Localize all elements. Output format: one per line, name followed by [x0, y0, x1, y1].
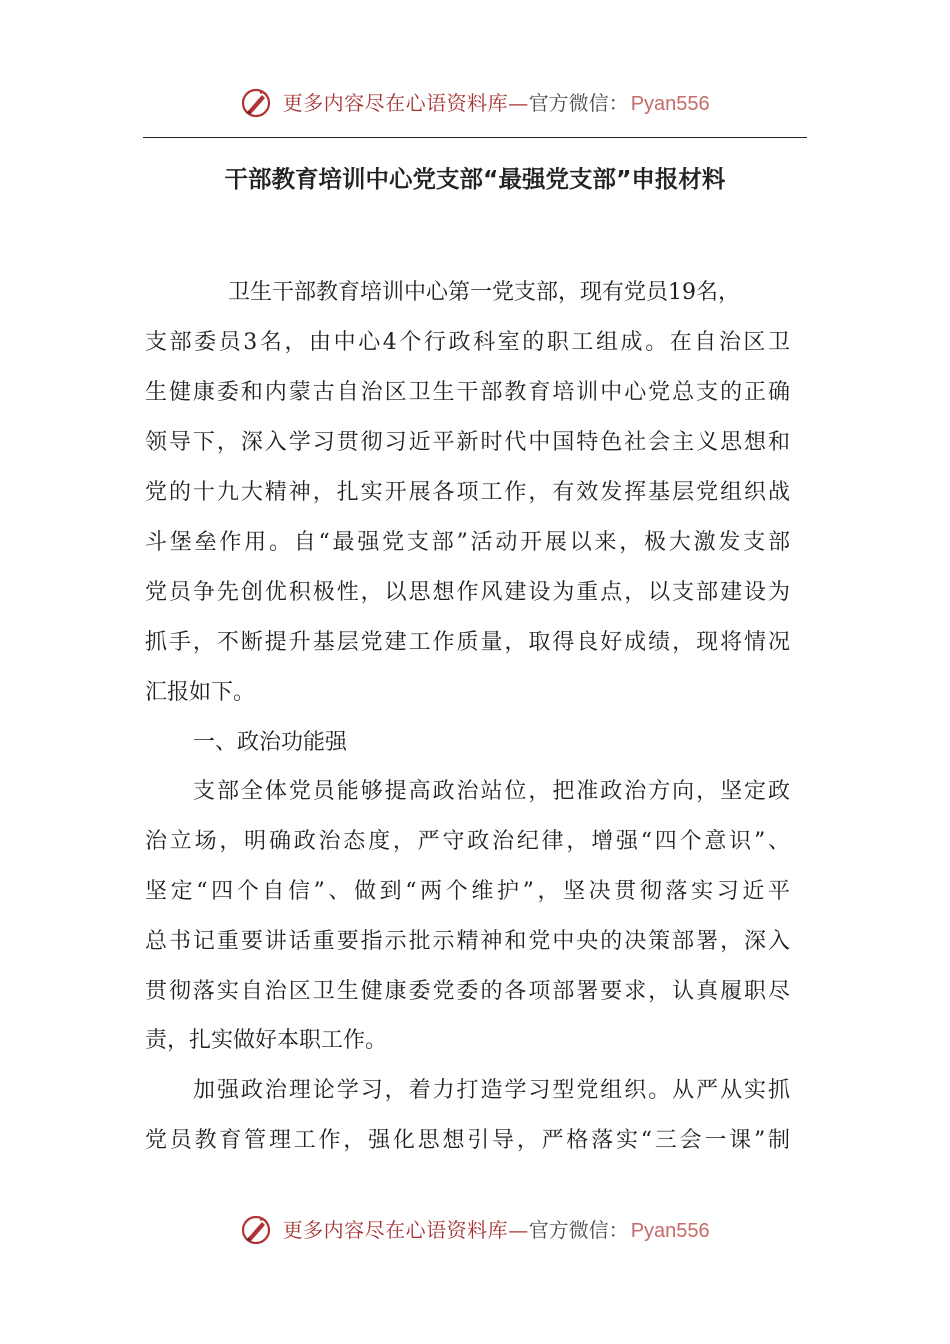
pen-logo-icon	[240, 1214, 272, 1246]
body-line: 治立场，明确政治态度，严守政治纪律，增强“四个意识”、	[145, 829, 790, 854]
body-line: 生健康委和内蒙古自治区卫生干部教育培训中心党总支的正确	[145, 380, 790, 405]
body-line: 责，扎实做好本职工作。	[145, 1028, 388, 1053]
body-line: 斗堡垒作用。自“最强党支部”活动开展以来，极大激发支部	[145, 530, 790, 555]
footer-banner	[0, 1210, 950, 1250]
banner-separator: —	[508, 1218, 529, 1242]
wechat-label: 官方微信：	[528, 1218, 629, 1242]
body-line: 抓手，不断提升基层党建工作质量，取得良好成绩，现将情况	[145, 630, 790, 655]
section-heading: 一、政治功能强	[193, 730, 348, 755]
header-banner	[0, 83, 950, 123]
body-line: 支部全体党员能够提高政治站位，把准政治方向，坚定政	[193, 779, 790, 804]
pen-logo-icon	[240, 87, 272, 119]
document-title: 干部教育培训中心党支部“最强党支部”申报材料	[224, 165, 726, 193]
wechat-label: 官方微信：	[528, 91, 629, 115]
wechat-id: Pyan556	[630, 1220, 710, 1242]
body-line: 汇报如下。	[145, 680, 256, 705]
wechat-id: Pyan556	[630, 93, 710, 115]
body-line: 支部委员3名，由中心4个行政科室的职工组成。在自治区卫	[145, 330, 790, 355]
body-line: 党员争先创优积极性，以思想作风建设为重点，以支部建设为	[145, 580, 790, 605]
banner-separator: —	[508, 91, 529, 115]
brand-text: 更多内容尽在心语资料库	[282, 91, 509, 115]
body-line: 领导下，深入学习贯彻习近平新时代中国特色社会主义思想和	[145, 430, 790, 455]
body-line: 加强政治理论学习，着力打造学习型党组织。从严从实抓	[193, 1078, 790, 1103]
body-line: 党的十九大精神，扎实开展各项工作，有效发挥基层党组织战	[145, 480, 790, 505]
brand-text: 更多内容尽在心语资料库	[282, 1218, 509, 1242]
body-line: 坚定“四个自信”、做到“两个维护”，坚决贯彻落实习近平	[145, 879, 790, 904]
body-line: 卫生干部教育培训中心第一党支部，现有党员19名，	[228, 280, 740, 305]
body-line: 党员教育管理工作，强化思想引导，严格落实“三会一课”制	[145, 1128, 790, 1153]
body-line: 贯彻落实自治区卫生健康委党委的各项部署要求，认真履职尽	[145, 979, 790, 1004]
body-line: 总书记重要讲话重要指示批示精神和党中央的决策部署，深入	[145, 929, 790, 954]
header-divider	[143, 137, 807, 138]
